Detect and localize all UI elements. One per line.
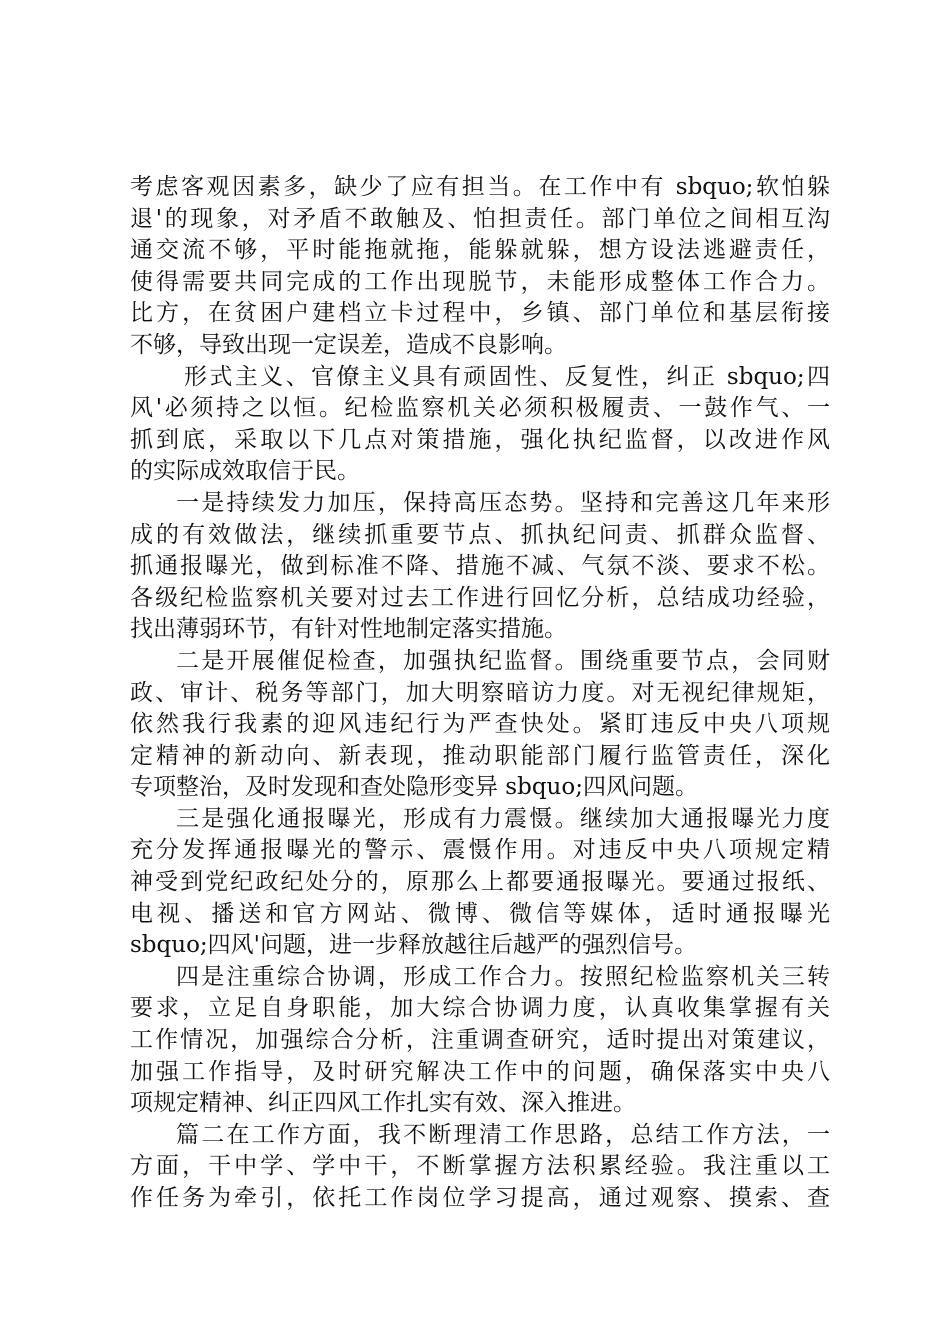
paragraph-start-line: 形式主义、官僚主义具有顽固性、反复性，纠正 sbquo;四 [184, 363, 830, 390]
text-line: 电视、播送和官方网站、微博、微信等媒体，适时通报曝光 [130, 900, 830, 927]
text-line: 方面，干中学、学中干，不断掌握方法积累经验。我注重以工 [130, 1153, 830, 1180]
text-line: 使得需要共同完成的工作出现脱节，未能形成整体工作合力。 [130, 268, 830, 295]
text-line: 找出薄弱环节，有针对性地制定落实措施。 [130, 616, 567, 643]
text-line: 项规定精神、纠正四风工作扎实有效、深入推进。 [130, 1090, 636, 1117]
text-line: 定精神的新动向、新表现，推动职能部门履行监管责任，深化 [130, 742, 830, 769]
text-line: 各级纪检监察机关要对过去工作进行回忆分析，总结成功经验， [130, 584, 830, 611]
paragraph-start-line: 篇二在工作方面，我不断理清工作思路，总结工作方法，一 [176, 1121, 830, 1148]
text-line: 依然我行我素的迎风违纪行为严查快处。紧盯违反中央八项规 [130, 711, 830, 738]
text-line: 政、审计、税务等部门，加大明察暗访力度。对无视纪律规矩， [130, 679, 830, 706]
text-line: 作任务为牵引，依托工作岗位学习提高，通过观察、摸索、查 [130, 1185, 830, 1211]
paragraph-start-line: 二是开展催促检查，加强执纪监督。围绕重要节点，会同财 [176, 647, 830, 674]
text-line: 充分发挥通报曝光的警示、震慑作用。对违反中央八项规定精 [130, 837, 830, 864]
paragraph-start-line: 四是注重综合协调，形成工作合力。按照纪检监察机关三转 [176, 963, 830, 990]
text-line: sbquo;四风'问题，进一步释放越往后越严的强烈信号。 [130, 932, 697, 959]
text-line: 要求，立足自身职能，加大综合协调力度，认真收集掌握有关 [130, 995, 830, 1022]
text-line: 专项整治，及时发现和查处隐形变异 sbquo;四风问题。 [130, 774, 698, 801]
text-line: 通交流不够，平时能拖就拖，能躲就躲，想方设法逃避责任， [130, 237, 830, 264]
text-line: 加强工作指导，及时研究解决工作中的问题，确保落实中央八 [130, 1058, 830, 1085]
text-line: 成的有效做法，继续抓重要节点、抓执纪问责、抓群众监督、 [130, 521, 830, 548]
text-line: 考虑客观因素多，缺少了应有担当。在工作中有 sbquo;软怕躲 [130, 174, 830, 200]
paragraph-start-line: 一是持续发力加压，保持高压态势。坚持和完善这几年来形 [176, 489, 830, 516]
text-line: 比方，在贫困户建档立卡过程中，乡镇、部门单位和基层衔接 [130, 300, 830, 327]
text-line: 不够，导致出现一定误差，造成不良影响。 [130, 331, 567, 358]
document-body [130, 172, 830, 1215]
text-line: 抓通报曝光，做到标准不降、措施不减、气氛不淡、要求不松。 [130, 553, 830, 580]
text-line: 退'的现象，对矛盾不敢触及、怕担责任。部门单位之间相互沟 [130, 205, 830, 232]
paragraph-start-line: 三是强化通报曝光，形成有力震慑。继续加大通报曝光力度 [176, 805, 830, 832]
text-line: 抓到底，采取以下几点对策措施，强化执纪监督，以改进作风 [130, 426, 830, 453]
text-line: 风'必须持之以恒。纪检监察机关必须积极履责、一鼓作气、一 [130, 395, 830, 422]
text-line: 工作情况，加强综合分析，注重调查研究，适时提出对策建议， [130, 1027, 830, 1054]
text-line: 神受到党纪政纪处分的，原那么上都要通报曝光。要通过报纸、 [130, 869, 830, 896]
text-line: 的实际成效取信于民。 [130, 458, 360, 485]
